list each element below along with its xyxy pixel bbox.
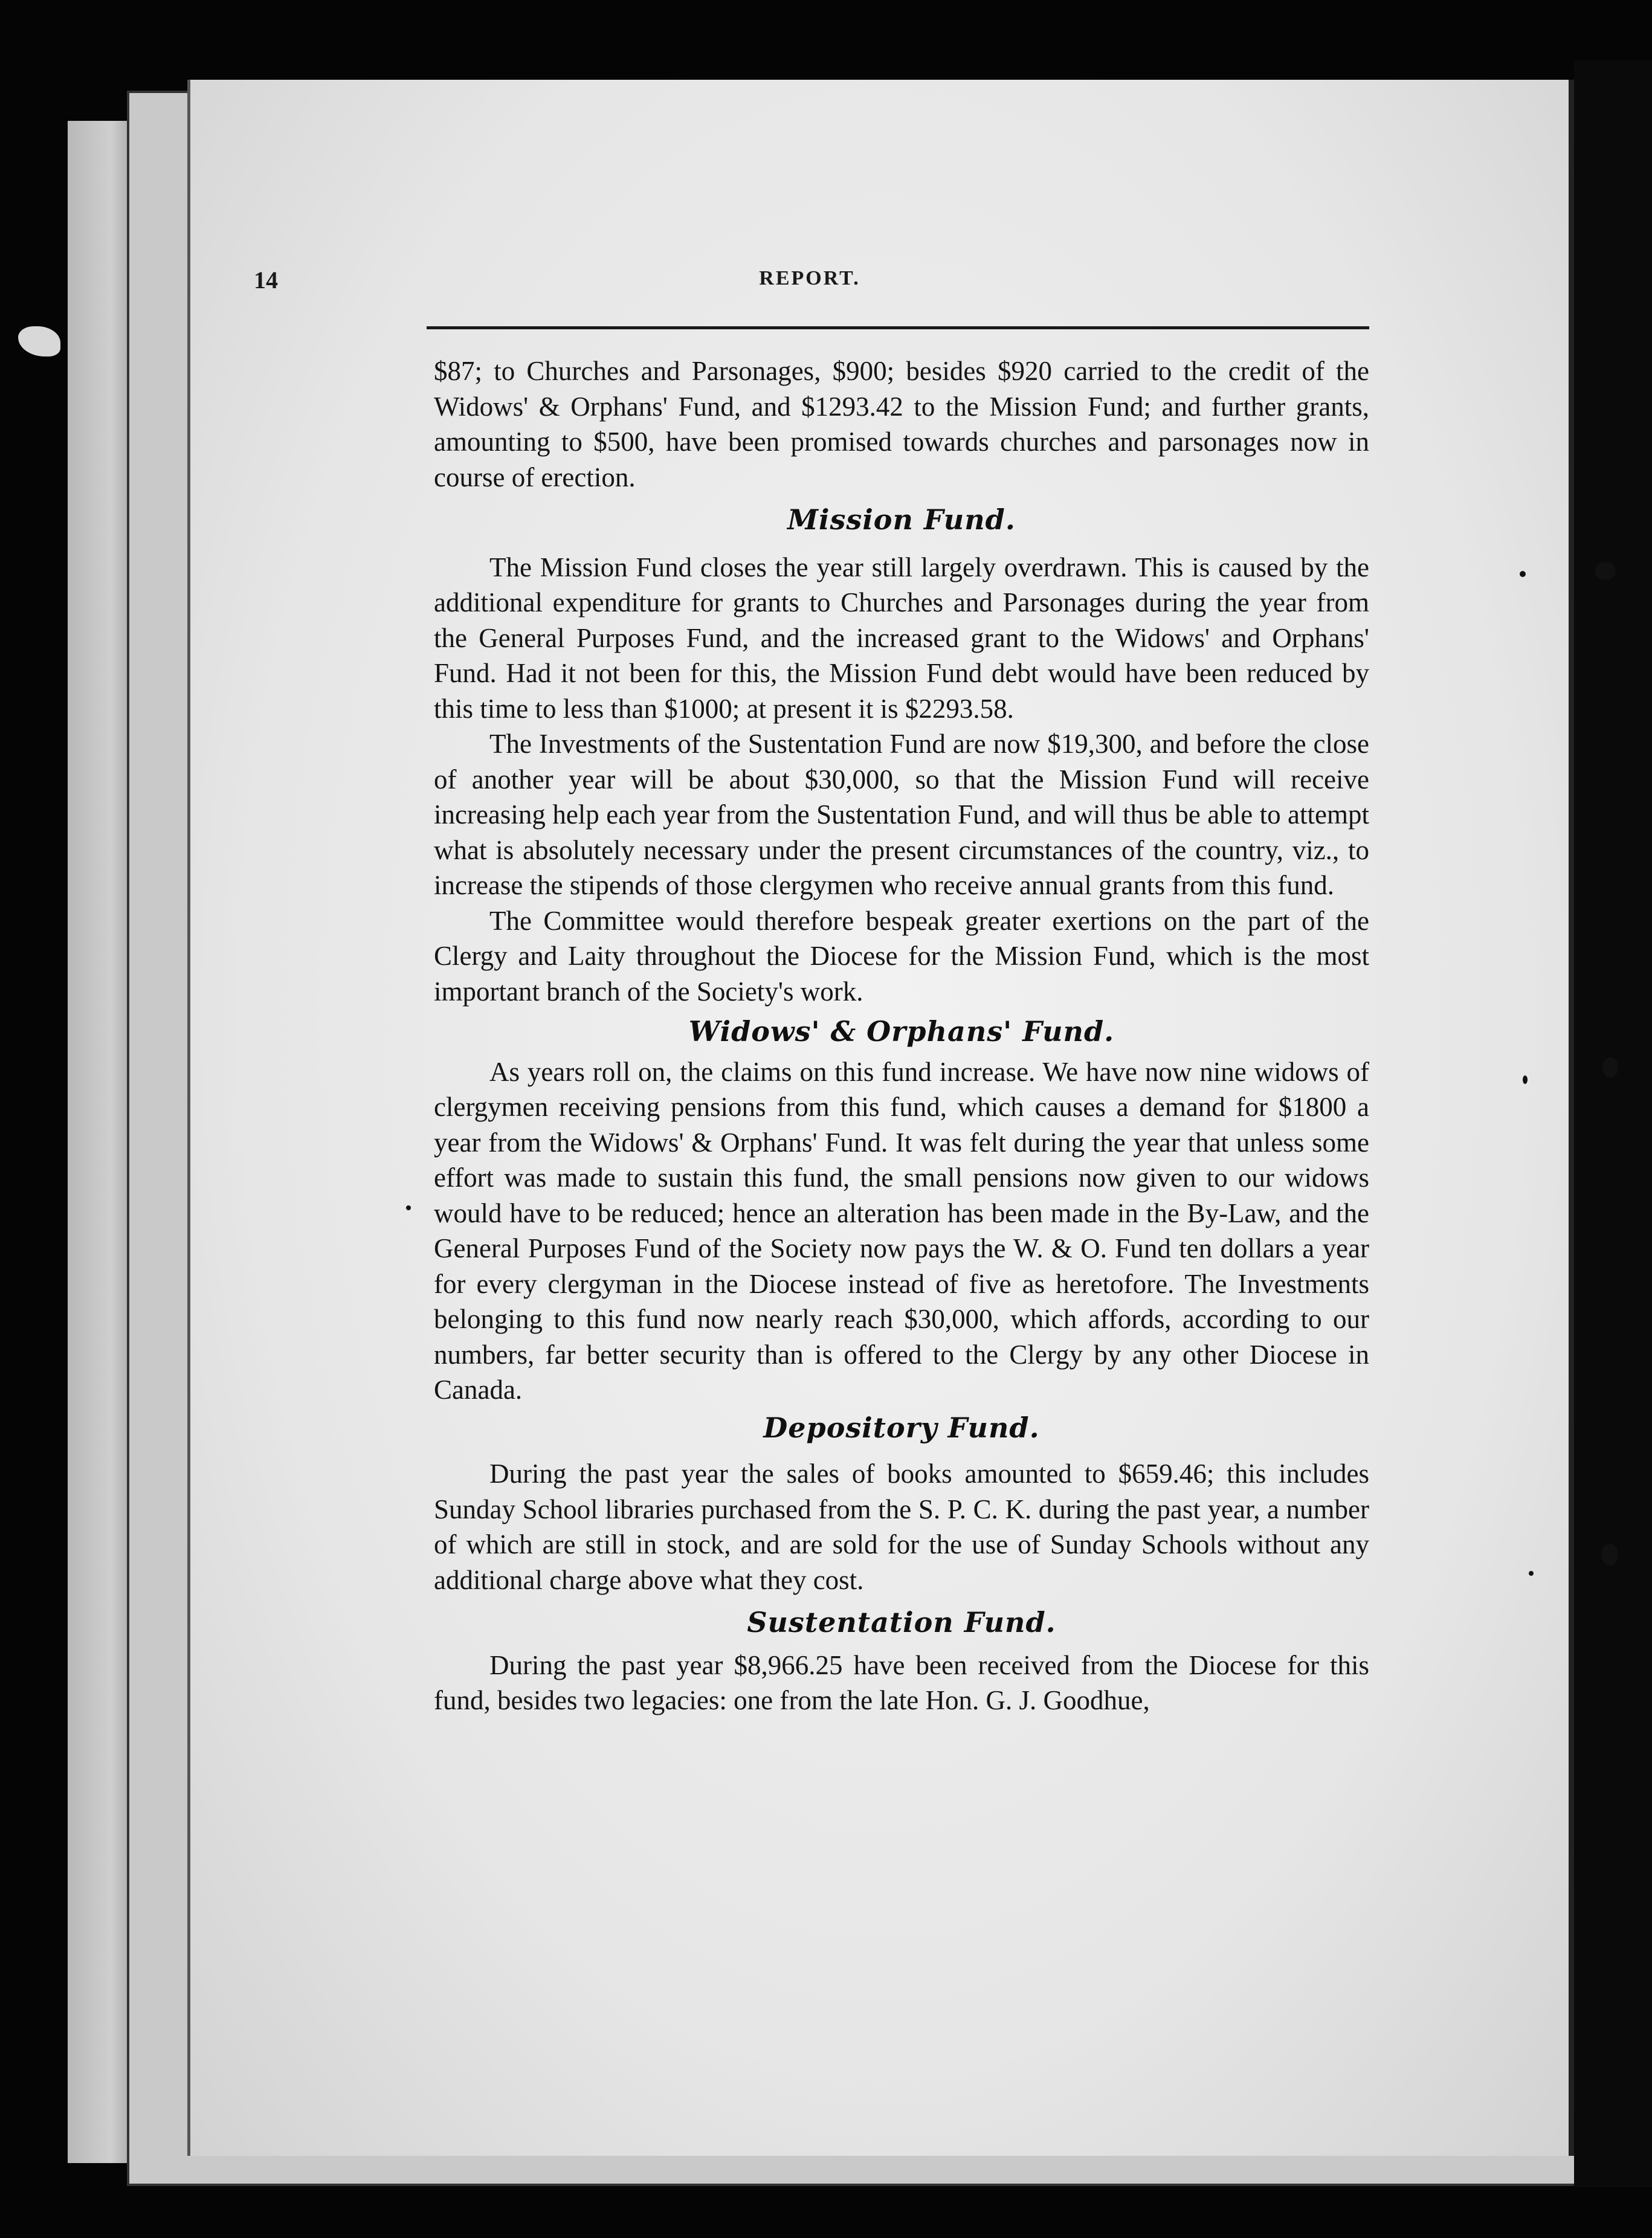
- ink-speck: [1520, 571, 1526, 577]
- ink-speck: [1595, 562, 1616, 580]
- section-heading-depository-fund: Depository Fund.: [763, 1411, 1040, 1444]
- header-rule: [427, 326, 1369, 329]
- running-head: REPORT.: [759, 267, 860, 289]
- section-heading-sustentation-fund: Sustentation Fund.: [747, 1606, 1056, 1639]
- ink-speck: [1523, 1075, 1528, 1084]
- section-heading-mission-fund: Mission Fund.: [787, 503, 1016, 536]
- page-header: [254, 266, 1366, 302]
- report-body: [434, 353, 1369, 1718]
- paragraph: During the past year $8,966.25 have been received from the Diocese for this fund, besides two legacies: one from the late Hon. G. J. Goodhue,: [434, 1649, 1369, 1715]
- scan-border: [1574, 60, 1652, 2187]
- paragraph: During the past year the sales of books amounted to $659.46; this includes Sunday School libraries purchased from the S. P. C. K. during the past year, a number of which are still in stock, and are sold for the use of Sunday Schools without any additional charge above what they cost.: [434, 1459, 1369, 1595]
- opening-paragraph: $87; to Churches and Parsonages, $900; besides $920 carried to the credit of the Widows' & Orphans' Fund, and $1293.42 to the Mission Fund; and further grants, amounting to $500, have been promised towards churches and parsonages now in course of erection.: [434, 356, 1369, 492]
- paragraph: The Committee would therefore bespeak greater exertions on the part of the Clergy and Laity throughout the Diocese for the Mission Fund, which is the most important branch of the Society's work.: [434, 905, 1369, 1007]
- ink-speck: [1529, 1571, 1534, 1576]
- ink-speck: [18, 326, 60, 356]
- page-number: 14: [254, 266, 278, 294]
- ink-speck: [1601, 1544, 1618, 1566]
- ink-speck: [406, 1205, 411, 1210]
- paragraph: As years roll on, the claims on this fund increase. We have now nine widows of clergymen receiving pensions from this fund, which causes a demand for $1800 a year from the Widows' & Orphans' Fund. It was felt during the year that unless some effort was made to sustain this fund, the small pensions now given to our widows would have to be reduced; hence an alteration has been made in the By-Law, and the General Purposes Fund of the Society now pays the W. & O. Fund ten dollars a year for every clergyman in the Diocese instead of five as heretofore. The Investments belonging to this fund now nearly reach $30,000, which affords, according to our numbers, far better security than is offered to the Clergy by any other Diocese in Canada.: [434, 1056, 1369, 1405]
- paragraph: The Mission Fund closes the year still largely overdrawn. This is caused by the additional expenditure for grants to Churches and Parsonages during the year from the General Purposes Fund, and the increased grant to the Widows' and Orphans' Fund. Had it not been for this, the Mission Fund debt would have been reduced by this time to less than $1000; at present it is $2293.58.: [434, 552, 1369, 724]
- section-heading-widows-orphans-fund: Widows' & Orphans' Fund.: [688, 1015, 1115, 1048]
- paragraph: The Investments of the Sustentation Fund are now $19,300, and before the close of another year will be about $30,000, so that the Mission Fund will receive increasing help each year from the Sustentation Fund, and will thus be able to attempt what is absolutely necessary under the present circumstances of the country, viz., to increase the stipends of those clergymen who receive annual grants from this fund.: [434, 729, 1369, 900]
- ink-speck: [1602, 1057, 1618, 1078]
